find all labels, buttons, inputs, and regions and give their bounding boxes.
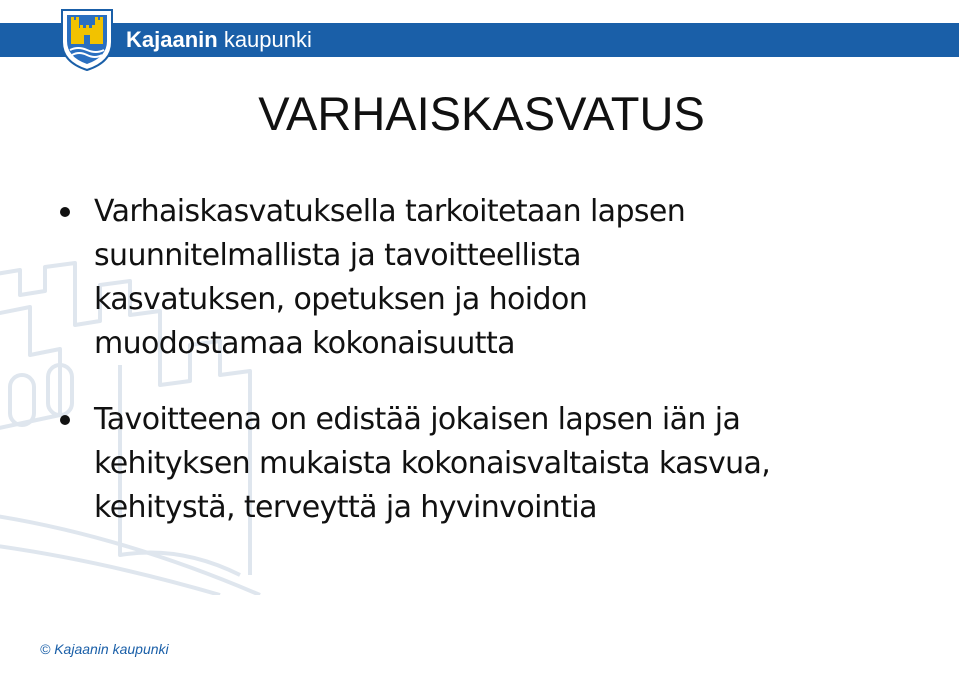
- brand-name: [126, 23, 312, 57]
- slide-title: VARHAISKASVATUS: [258, 87, 705, 140]
- bullet-dot-icon: [60, 415, 70, 425]
- bullet-line: Varhaiskasvatuksella tarkoitetaan lapsen: [94, 194, 686, 229]
- bullet-line: muodostamaa kokonaisuutta: [94, 326, 515, 361]
- bullet-item: [60, 190, 920, 366]
- brand-name-bold: Kajaanin: [126, 27, 218, 52]
- brand-name-rest: kaupunki: [217, 27, 312, 52]
- bullet-line: kehitystä, terveyttä ja hyvinvointia: [94, 490, 597, 525]
- bullet-dot-icon: [60, 207, 70, 217]
- bullet-line: Tavoitteena on edistää jokaisen lapsen iän ja: [94, 402, 741, 437]
- bullet-line: kehityksen mukaista kokonaisvaltaista kasvua,: [94, 446, 771, 481]
- bullet-list: [60, 190, 920, 562]
- bullet-line: kasvatuksen, opetuksen ja hoidon: [94, 282, 588, 317]
- bullet-line: suunnitelmallista ja tavoitteellista: [94, 238, 581, 273]
- castle-shield-icon: [58, 6, 116, 72]
- bullet-item: [60, 398, 920, 530]
- footer-copyright: © Kajaanin kaupunki: [40, 641, 169, 657]
